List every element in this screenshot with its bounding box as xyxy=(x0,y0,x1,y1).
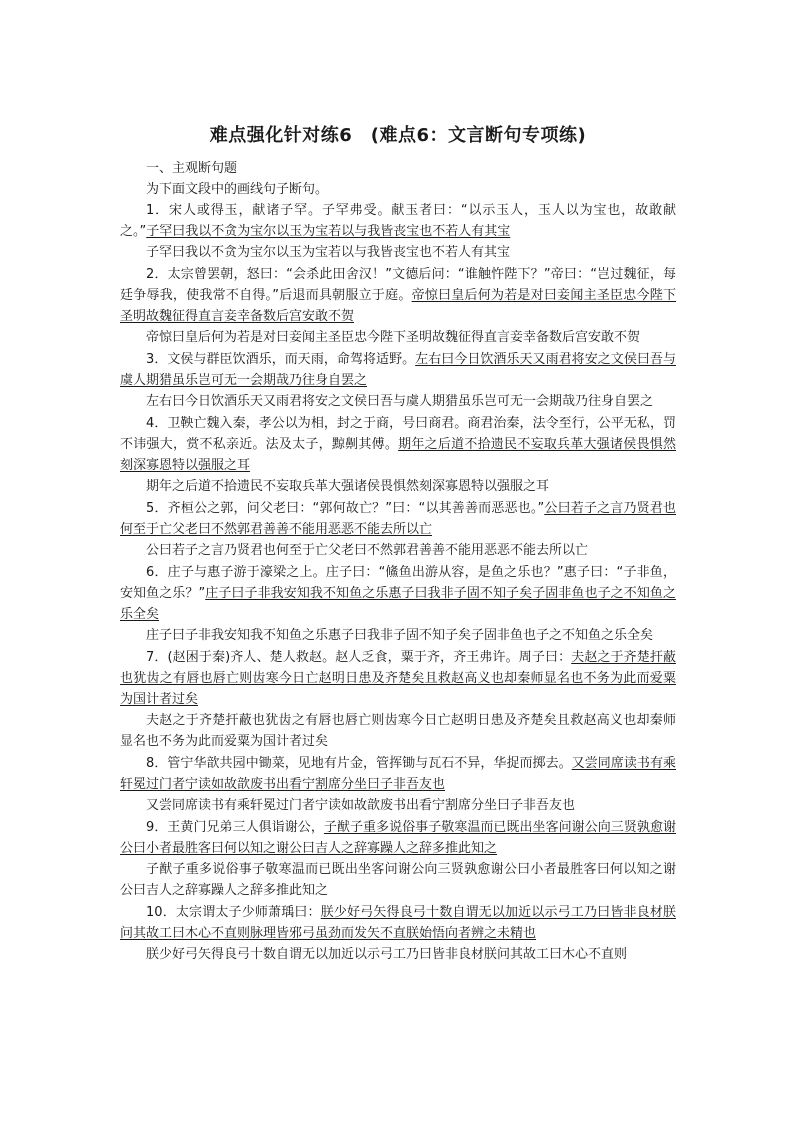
question-text: 10．太宗谓太子少师萧瑀曰： xyxy=(146,905,321,920)
underlined-sentence: 夫赵之于齐楚扞蔽也犹齿之有唇也唇亡则齿寒今日亡赵明日患及齐楚矣且救赵高义也却秦师显名也不务为此而爱粟为国计者过矣 xyxy=(120,650,676,707)
answer-line-8: 又尝同席读书有乘轩冕过门者宁读如故歆废书出看宁割席分坐曰子非吾友也 xyxy=(146,798,576,813)
question-5 xyxy=(120,498,676,540)
answer-line-9: 子猷子重多说俗事子敬寒温而已既出坐客问谢公向三贤孰愈谢公曰小者最胜客曰何以知之谢公曰吉人之辞寡躁人之辞多推此知之 xyxy=(120,862,676,898)
question-6 xyxy=(120,562,676,625)
answer-line-10: 朕少好弓矢得良弓十数自谓无以加近以示弓工乃曰皆非良材朕问其故工曰木心不直则 xyxy=(146,947,628,962)
answer-line-6: 庄子曰子非我安知我不知鱼之乐惠子曰我非子固不知子矣子固非鱼也子之不知鱼之乐全矣 xyxy=(146,628,654,643)
question-text: 2．太宗曾罢朝，怒曰：“会杀此田舍汉！”文德后问：“谁触忤陛下？”帝曰：“岂过魏征，每廷争辱我，使我常不自得。”后退而具朝服立于庭。 xyxy=(120,267,676,303)
question-1 xyxy=(120,200,676,242)
underlined-sentence: 庄子曰子非我安知我不知鱼之乐惠子曰我非子固不知子矣子固非鱼也子之不知鱼之乐全矣 xyxy=(120,586,676,622)
question-list xyxy=(120,200,676,965)
underlined-sentence: 公曰若子之言乃贤君也何至于亡父老曰不然郭君善善不能用恶恶不能去所以亡 xyxy=(120,501,676,537)
question-9 xyxy=(120,817,676,859)
question-7 xyxy=(120,647,676,710)
question-text: 1．宋人或得玉，献诸子罕。子罕弗受。献玉者曰：“以示玉人，玉人以为宝也，故敢献之。” xyxy=(120,203,676,239)
question-text: 5．齐桓公之郭，问父老曰：“郭何故亡？”曰：“以其善善而恶恶也。” xyxy=(146,501,545,516)
page-title: 难点强化针对练6 (难点6：文言断句专项练) xyxy=(209,125,587,146)
answer-line-7: 夫赵之于齐楚扞蔽也犹齿之有唇也唇亡则齿寒今日亡赵明日患及齐楚矣且救赵高义也却秦师显名也不务为此而爱粟为国计者过矣 xyxy=(120,713,676,749)
question-4 xyxy=(120,413,676,476)
answer-line-4: 期年之后道不拾遗民不妄取兵革大强诸侯畏惧然刻深寡恩特以强服之耳 xyxy=(146,479,550,494)
question-text: 4．卫鞅亡魏入秦，孝公以为相，封之于商，号曰商君。商君治秦，法令至行，公平无私，罚不讳强大，赏不私亲近。法及太子，黥劓其傅。 xyxy=(120,416,676,452)
section-heading: 一、主观断句题 xyxy=(146,161,238,176)
question-text: 7．(赵困于秦)齐人、楚人救赵。赵人乏食，粟于齐，齐王弗许。周子曰： xyxy=(146,650,572,665)
question-text: 9．王黄门兄弟三人俱诣谢公， xyxy=(146,820,324,835)
question-text: 6．庄子与惠子游于濠梁之上。庄子曰：“鯈鱼出游从容，是鱼之乐也？”惠子曰：“子非鱼，安知鱼之乐？” xyxy=(120,565,676,601)
answer-line-5: 公曰若子之言乃贤君也何至于亡父老曰不然郭君善善不能用恶恶不能去所以亡 xyxy=(146,543,589,558)
underlined-sentence: 左右曰今日饮酒乐天又雨君将安之文侯曰吾与虞人期猎虽乐岂可无一会期哉乃往身自罢之 xyxy=(120,352,676,388)
instruction-text: 为下面文段中的画线句子断句。 xyxy=(146,182,329,197)
underlined-sentence: 又尝同席读书有乘轩冕过门者宁读如故歆废书出看宁割席分坐曰子非吾友也 xyxy=(120,756,676,792)
underlined-sentence: 朕少好弓矢得良弓十数自谓无以加近以示弓工乃曰皆非良材朕问其故工曰木心不直则脉理皆邪弓虽劲而发矢不直朕始悟向者辨之未精也 xyxy=(120,905,676,941)
underlined-sentence: 子罕曰我以不贪为宝尔以玉为宝若以与我皆丧宝也不若人有其宝 xyxy=(146,224,511,239)
question-text: 3．文侯与群臣饮酒乐，而天雨，命驾将适野。 xyxy=(146,352,416,367)
question-text: 8．管宁华歆共园中锄菜，见地有片金，管挥锄与瓦石不异，华捉而掷去。 xyxy=(146,756,572,771)
underlined-sentence: 帝惊曰皇后何为若是对曰妾闻主圣臣忠今陛下圣明故魏征得直言妾幸备数后宫安敢不贺 xyxy=(120,288,676,324)
question-10 xyxy=(120,902,676,944)
answer-line-1: 子罕曰我以不贪为宝尔以玉为宝若以与我皆丧宝也不若人有其宝 xyxy=(146,245,511,260)
answer-line-3: 左右曰今日饮酒乐天又雨君将安之文侯曰吾与虞人期猎虽乐岂可无一会期哉乃往身自罢之 xyxy=(146,394,654,409)
question-2 xyxy=(120,264,676,327)
document-page xyxy=(120,124,676,966)
underlined-sentence: 子猷子重多说俗事子敬寒温而已既出坐客问谢公向三贤孰愈谢公曰小者最胜客曰何以知之谢公曰吉人之辞寡躁人之辞多推此知之 xyxy=(120,820,676,856)
question-3 xyxy=(120,349,676,391)
question-8 xyxy=(120,753,676,795)
answer-line-2: 帝惊曰皇后何为若是对曰妾闻主圣臣忠今陛下圣明故魏征得直言妾幸备数后宫安敢不贺 xyxy=(146,330,641,345)
underlined-sentence: 期年之后道不拾遗民不妄取兵革大强诸侯畏惧然刻深寡恩特以强服之耳 xyxy=(120,437,676,473)
